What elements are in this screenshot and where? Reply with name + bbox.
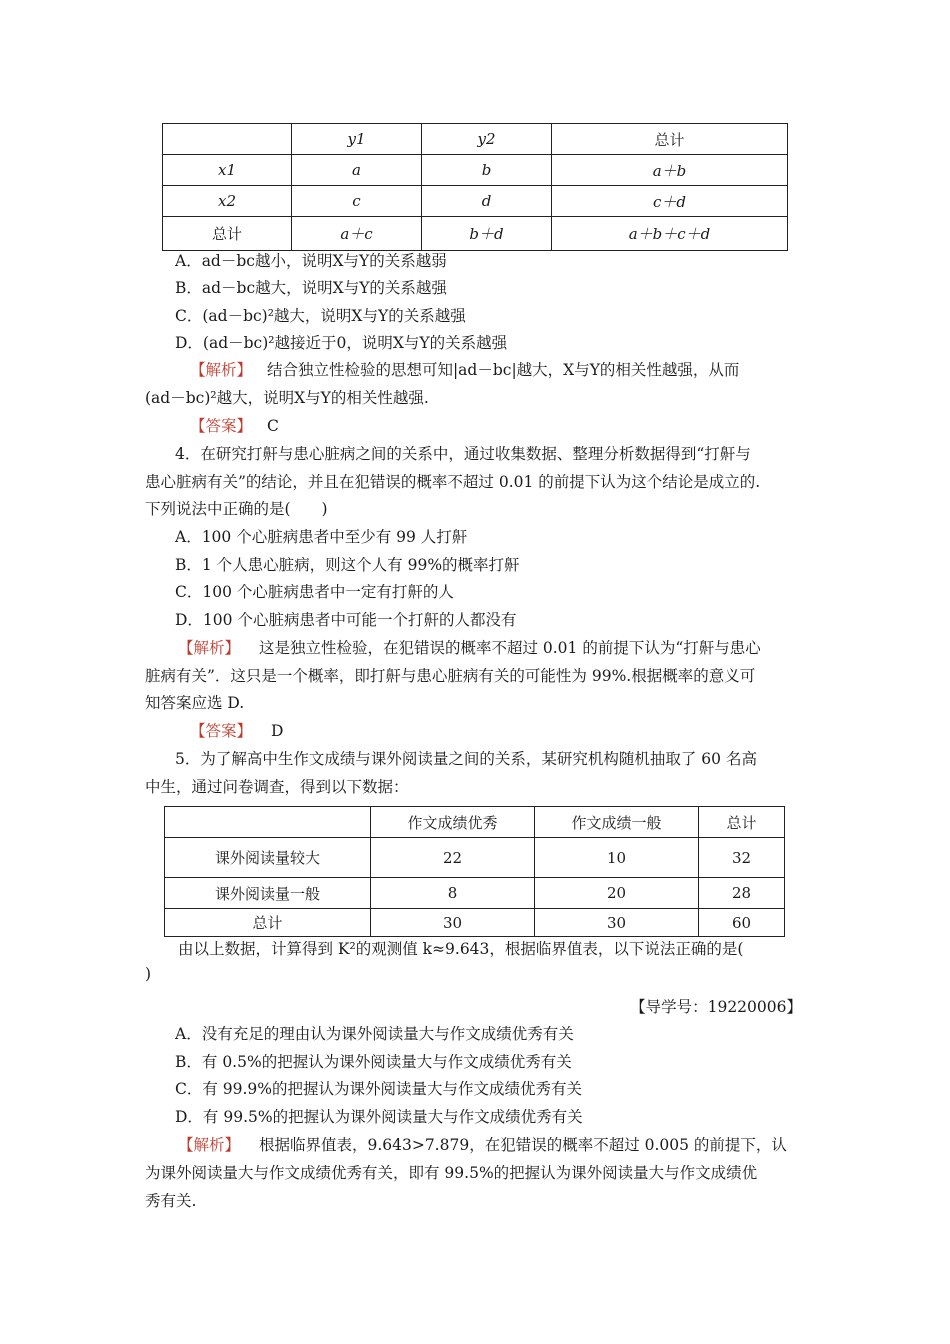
q4-stem-line2: 患心脏病有关”的结论，并且在犯错误的概率不超过 0.01 的前提下认为这个结论是成立的. — [145, 473, 761, 491]
q3-option-b: B．ad－bc越大，说明X与Y的关系越强 — [175, 279, 447, 297]
q4-option-d: D．100 个心脏病患者中可能一个打鼾的人都没有 — [175, 611, 517, 629]
q4-analysis-line3: 知答案应选 D. — [145, 694, 245, 712]
table1-cell: c — [292, 186, 422, 217]
q3-answer: C — [266, 417, 279, 435]
q3-option-d: D．(ad－bc)²越接近于0，说明X与Y的关系越强 — [175, 334, 508, 352]
q4-stem-line3: 下列说法中正确的是( ) — [145, 500, 328, 518]
table1-cell: 总计 — [163, 217, 292, 251]
q3-analysis-text: 结合独立性检验的思想可知|ad－bc|越大，X与Y的相关性越强，从而 — [266, 361, 740, 379]
q5-table-cell: 30 — [535, 909, 699, 937]
q5-analysis-tag: 【解析】 — [178, 1136, 241, 1154]
q5-option-a: A．没有充足的理由认为课外阅读量大与作文成绩优秀有关 — [175, 1025, 574, 1043]
q5-table-cell: 10 — [535, 838, 699, 878]
q5-option-b: B．有 0.5%的把握认为课外阅读量大与作文成绩优秀有关 — [175, 1053, 572, 1071]
table1-cell: x1 — [163, 155, 292, 186]
table1-cell: a＋b＋c＋d — [552, 217, 788, 251]
q5-table-cell: 20 — [535, 878, 699, 909]
q4-option-b: B．1 个人患心脏病，则这个人有 99%的概率打鼾 — [175, 556, 520, 574]
table1-header-empty — [163, 124, 292, 155]
table1-cell: d — [422, 186, 552, 217]
q5-table-header: 总计 — [699, 807, 785, 838]
q5-stem-line1: 5．为了解高中生作文成绩与课外阅读量之间的关系，某研究机构随机抽取了 60 名高 — [175, 750, 757, 768]
q5-table-cell: 30 — [371, 909, 535, 937]
q5-table-cell: 课外阅读量较大 — [165, 838, 371, 878]
q4-option-c: C．100 个心脏病患者中一定有打鼾的人 — [175, 583, 454, 601]
q3-answer-tag: 【答案】 — [190, 417, 253, 435]
q4-answer: D — [270, 722, 284, 740]
q4-analysis-line2: 脏病有关”．这只是一个概率，即打鼾与患心脏病有关的可能性为 99%.根据概率的意义可 — [145, 667, 756, 685]
q5-table-cell: 22 — [371, 838, 535, 878]
q5-option-c: C．有 99.9%的把握认为课外阅读量大与作文成绩优秀有关 — [175, 1080, 583, 1098]
table1-header-y1: y1 — [292, 124, 422, 155]
q4-option-a: A．100 个心脏病患者中至少有 99 人打鼾 — [175, 528, 468, 546]
table1-cell: b — [422, 155, 552, 186]
q5-table-header: 作文成绩优秀 — [371, 807, 535, 838]
table1-cell: b＋d — [422, 217, 552, 251]
q5-table-header: 作文成绩一般 — [535, 807, 699, 838]
q5-table-header — [165, 807, 371, 838]
q4-stem-line1: 4．在研究打鼾与患心脏病之间的关系中，通过收集数据、整理分析数据得到“打鼾与 — [175, 445, 751, 463]
q4-analysis-tag: 【解析】 — [178, 639, 241, 657]
q3-analysis-line2: (ad－bc)²越大，说明X与Y的相关性越强. — [145, 389, 429, 407]
q5-data-table — [164, 806, 785, 937]
q5-after-line2: ) — [145, 965, 152, 983]
q3-option-a: A．ad－bc越小，说明X与Y的关系越弱 — [175, 252, 447, 270]
table1-cell: a＋c — [292, 217, 422, 251]
q5-table-cell: 32 — [699, 838, 785, 878]
table1-cell: a — [292, 155, 422, 186]
q5-analysis-line — [178, 1133, 787, 1155]
q5-analysis-line2: 为课外阅读量大与作文成绩优秀有关，即有 99.5%的把握认为课外阅读量大与作文成绩优 — [145, 1164, 758, 1182]
q5-stem-line2: 中生，通过问卷调查，得到以下数据： — [145, 778, 409, 796]
q5-after-line1: 由以上数据，计算得到 K²的观测值 k≈9.643，根据临界值表，以下说法正确的是( — [178, 940, 744, 958]
q3-analysis-tag: 【解析】 — [190, 361, 253, 379]
q5-guide-number: 【导学号：19220006】 — [630, 998, 802, 1016]
q5-analysis-line3: 秀有关. — [145, 1192, 197, 1210]
q4-answer-line — [190, 719, 283, 741]
q5-option-d: D．有 99.5%的把握认为课外阅读量大与作文成绩优秀有关 — [175, 1108, 583, 1126]
table1-cell: a＋b — [552, 155, 788, 186]
q4-analysis-text: 这是独立性检验，在犯错误的概率不超过 0.01 的前提下认为“打鼾与患心 — [258, 639, 761, 657]
q4-analysis-line — [178, 636, 761, 658]
table1-cell: x2 — [163, 186, 292, 217]
q5-analysis-text: 根据临界值表，9.643>7.879，在犯错误的概率不超过 0.005 的前提下，认 — [258, 1136, 787, 1154]
q3-answer-line — [190, 414, 279, 436]
q5-table-cell: 总计 — [165, 909, 371, 937]
table1-cell: c＋d — [552, 186, 788, 217]
q5-table-cell: 课外阅读量一般 — [165, 878, 371, 909]
q5-table-cell: 60 — [699, 909, 785, 937]
table1-header-y2: y2 — [422, 124, 552, 155]
q4-answer-tag: 【答案】 — [190, 722, 253, 740]
q3-option-c: C．(ad－bc)²越大，说明X与Y的关系越强 — [175, 307, 466, 325]
q5-table-cell: 28 — [699, 878, 785, 909]
table1-header-total: 总计 — [552, 124, 788, 155]
q3-analysis-line — [190, 358, 739, 380]
contingency-table-1 — [162, 123, 788, 251]
q5-table-cell: 8 — [371, 878, 535, 909]
